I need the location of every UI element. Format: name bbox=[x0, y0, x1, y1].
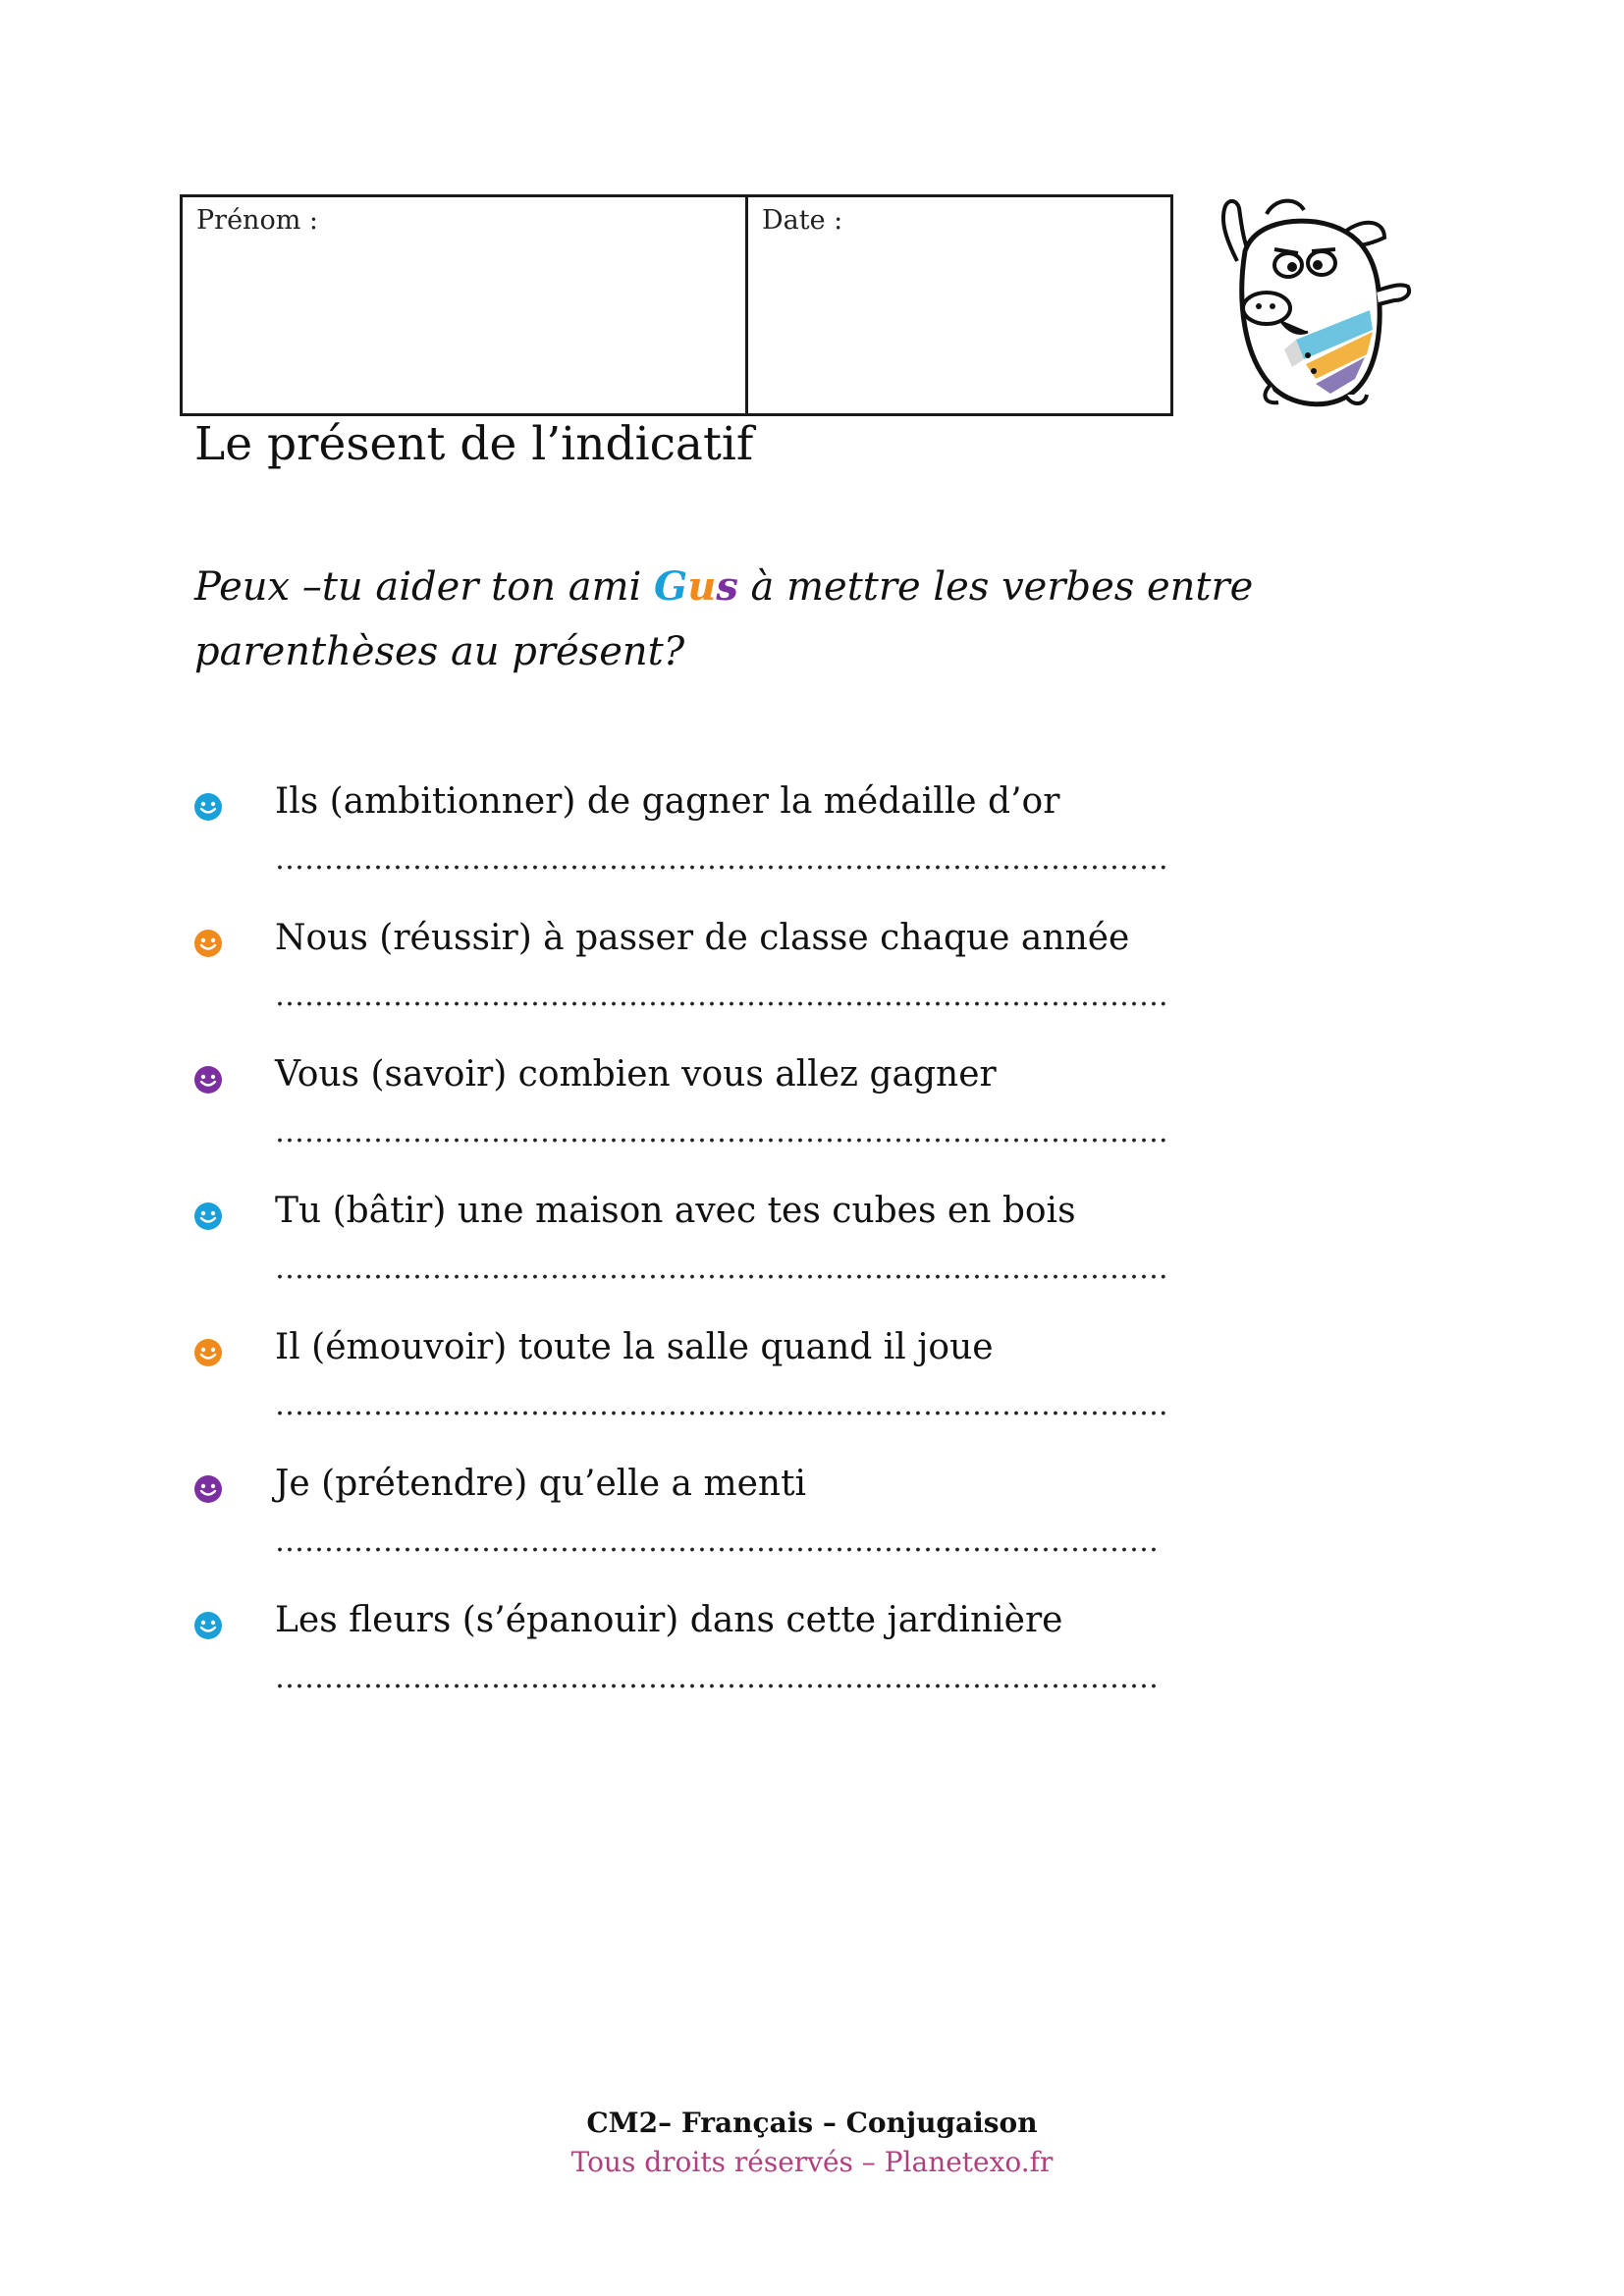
date-field[interactable] bbox=[748, 197, 1170, 413]
exercise-item bbox=[192, 1054, 1351, 1182]
answer-line[interactable]: ………………………………………………………………………………. bbox=[275, 1388, 1168, 1422]
name-date-box bbox=[180, 194, 1173, 416]
exercise-sentence: Nous (réussir) à passer de classe chaque année bbox=[275, 918, 1130, 958]
answer-line[interactable]: ………………………………………………………………………………. bbox=[275, 1115, 1168, 1149]
gus-letter-s: s bbox=[716, 563, 738, 610]
exercise-sentence: Je (prétendre) qu’elle a menti bbox=[275, 1464, 807, 1504]
exercise-item bbox=[192, 1464, 1351, 1591]
exercise-sentence: Tu (bâtir) une maison avec tes cubes en bois bbox=[275, 1191, 1076, 1231]
smiley-icon bbox=[192, 791, 224, 823]
smiley-icon bbox=[192, 1201, 224, 1232]
exercise-sentence: Ils (ambitionner) de gagner la médaille d’or bbox=[275, 781, 1060, 822]
smiley-icon bbox=[192, 1337, 224, 1368]
gus-letter-u: u bbox=[687, 563, 717, 610]
exercise-item bbox=[192, 1600, 1351, 1728]
exercise-sentence: Les fleurs (s’épanouir) dans cette jardinière bbox=[275, 1600, 1063, 1640]
exercise-item bbox=[192, 781, 1351, 909]
footer-rights: Tous droits réservés – Planetexo.fr bbox=[570, 2146, 1054, 2178]
instruction-after: à mettre les verbes entre parenthèses au présent? bbox=[194, 564, 1254, 674]
instruction-before: Peux –tu aider ton ami bbox=[194, 564, 655, 610]
exercise-item bbox=[192, 1191, 1351, 1318]
gus-letter-g: G bbox=[654, 563, 688, 610]
page-title: Le présent de l’indicatif bbox=[194, 417, 754, 471]
footer-title: CM2– Français – Conjugaison bbox=[586, 2107, 1038, 2139]
exercise-sentence: Vous (savoir) combien vous allez gagner bbox=[275, 1054, 997, 1095]
exercise-sentence: Il (émouvoir) toute la salle quand il joue bbox=[275, 1327, 994, 1367]
gus-mascot-icon bbox=[1198, 192, 1419, 418]
prenom-label: Prénom : bbox=[196, 205, 318, 236]
instruction-text bbox=[194, 555, 1353, 684]
exercise-item bbox=[192, 1327, 1351, 1455]
answer-line[interactable]: ………………………………………………………………………………. bbox=[275, 842, 1168, 877]
smiley-icon bbox=[192, 1064, 224, 1095]
smiley-icon bbox=[192, 1473, 224, 1505]
smiley-icon bbox=[192, 1610, 224, 1641]
answer-line[interactable]: ……………………………………………………………………………… bbox=[275, 1524, 1159, 1559]
answer-line[interactable]: ………………………………………………………………………………. bbox=[275, 1252, 1168, 1286]
prenom-field[interactable] bbox=[183, 197, 748, 413]
date-label: Date : bbox=[762, 205, 843, 236]
answer-line[interactable]: ………………………………………………………………………………. bbox=[275, 979, 1168, 1013]
answer-line[interactable]: ……………………………………………………………………………… bbox=[275, 1661, 1159, 1695]
exercise-item bbox=[192, 918, 1351, 1045]
smiley-icon bbox=[192, 928, 224, 959]
